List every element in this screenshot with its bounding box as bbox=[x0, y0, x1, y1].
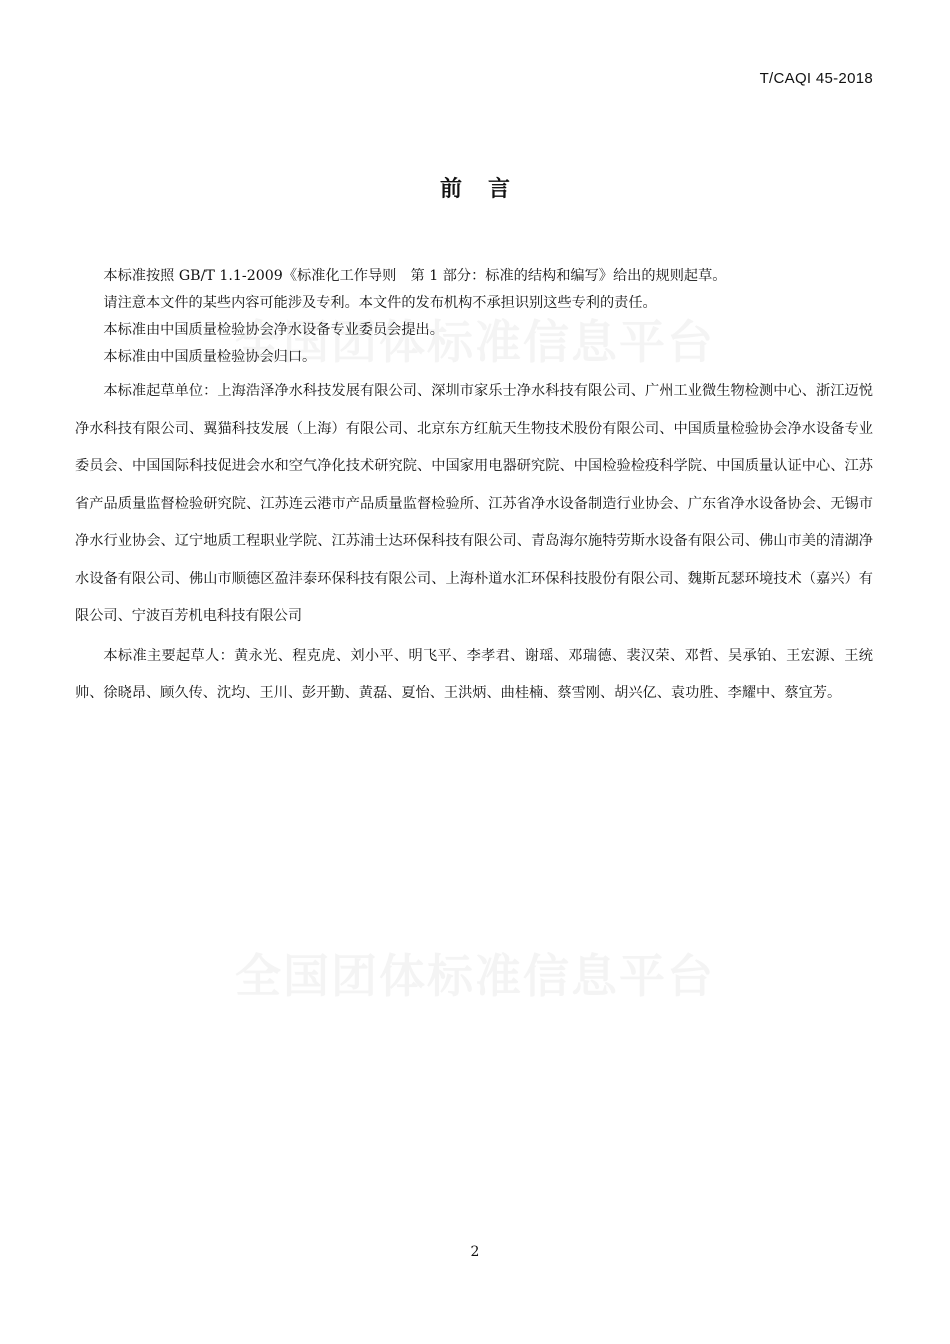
page-title: 前言 bbox=[439, 177, 536, 202]
foreword-body bbox=[75, 263, 873, 715]
page-number: 2 bbox=[470, 1244, 480, 1260]
paragraph-drafting-units: 本标准起草单位：上海浩泽净水科技发展有限公司、深圳市家乐士净水科技有限公司、广州工业微生物检测中心、浙江迈悦净水科技有限公司、翼猫科技发展（上海）有限公司、北京东方红航天生物技术股份有限公司、中国质量检验协会净水设备专业委员会、中国国际科技促进会水和空气净化技术研究院、中国家用电器研究院、中国检验检疫科学院、中国质量认证中心、江苏省产品质量监督检验研究院、江苏连云港市产品质量监督检验所、江苏省净水设备制造行业协会、广东省净水设备协会、无锡市净水行业协会、辽宁地质工程职业学院、江苏浦士达环保科技有限公司、青岛海尔施特劳斯水设备有限公司、佛山市美的清湖净水设备有限公司、佛山市顺德区盈沣泰环保科技有限公司、上海朴道水汇环保科技股份有限公司、魏斯瓦瑟环境技术（嘉兴）有限公司、宁波百芳机电科技有限公司 bbox=[75, 383, 873, 624]
watermark-text bbox=[0, 940, 950, 1006]
document-id-header: T/CAQI 45-2018 bbox=[759, 70, 873, 87]
paragraph-drafting-rules: 本标准按照 GB/T 1.1-2009《标准化工作导则 第 1 部分：标准的结构和编写》给出的规则起草。 bbox=[103, 268, 727, 284]
paragraph-drafters: 本标准主要起草人：黄永光、程克虎、刘小平、明飞平、李孝君、谢瑶、邓瑞德、裴汉荣、邓哲、吴承铂、王宏源、王统帅、徐晓昂、顾久传、沈均、王川、彭开勤、黄磊、夏怡、王洪炳、曲桂楠、蔡雪刚、胡兴亿、袁功胜、李耀中、蔡宜芳。 bbox=[75, 647, 873, 701]
paragraph-patent-notice: 请注意本文件的某些内容可能涉及专利。本文件的发布机构不承担识别这些专利的责任。 bbox=[103, 295, 657, 311]
paragraph-administered-by: 本标准由中国质量检验协会归口。 bbox=[103, 349, 317, 365]
paragraph-proposed-by: 本标准由中国质量检验协会净水设备专业委员会提出。 bbox=[103, 322, 444, 338]
